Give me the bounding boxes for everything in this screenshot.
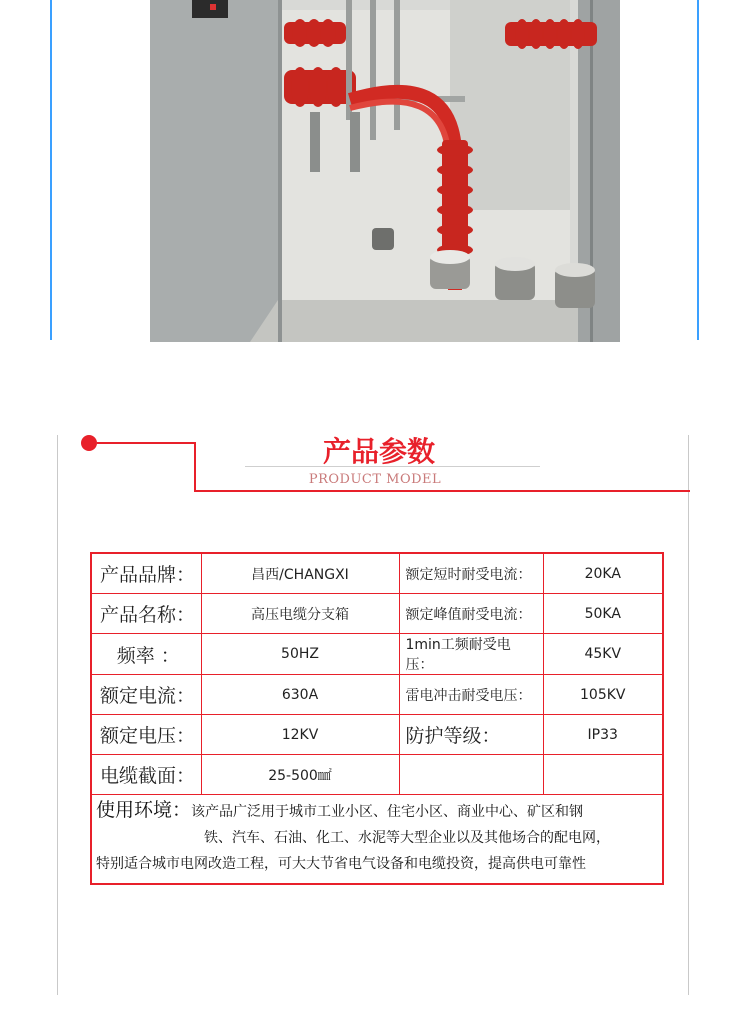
- section-left-border: [57, 435, 58, 995]
- spec-key: 额定电流：: [91, 675, 201, 715]
- spec-key: 产品品牌：: [91, 553, 201, 594]
- spec-key: [399, 755, 543, 795]
- table-row: [91, 634, 663, 675]
- spec-key: 额定电压：: [91, 715, 201, 755]
- section-title: 产品参数: [322, 435, 435, 468]
- spec-key: 产品名称：: [91, 594, 201, 634]
- spec-value: 12KV: [201, 715, 399, 755]
- spec-value: 50HZ: [201, 634, 399, 675]
- product-photo: [150, 0, 620, 342]
- spec-key: 额定短时耐受电流：: [399, 553, 543, 594]
- spec-value: 昌西/CHANGXI: [201, 553, 399, 594]
- spec-key: 电缆截面：: [91, 755, 201, 795]
- spec-key: 额定峰值耐受电流：: [399, 594, 543, 634]
- spec-value: 105KV: [543, 675, 663, 715]
- table-row: [91, 675, 663, 715]
- product-photo-frame: [0, 0, 750, 345]
- spec-key: 雷电冲击耐受电压：: [399, 675, 543, 715]
- spec-value: 45KV: [543, 634, 663, 675]
- usage-text-line-2: 铁、汽车、石油、化工、水泥等大型企业以及其他场合的配电网，: [204, 830, 610, 846]
- section-right-border: [688, 435, 689, 995]
- photo-frame-left-edge: [50, 0, 52, 340]
- spec-value: 高压电缆分支箱: [201, 594, 399, 634]
- table-row: [91, 594, 663, 634]
- usage-row: [91, 795, 663, 885]
- spec-value: 50KA: [543, 594, 663, 634]
- usage-key: 使用环境：: [96, 799, 192, 821]
- spec-value: [543, 755, 663, 795]
- cabinet-interior-illustration: [150, 0, 620, 342]
- usage-description: [92, 795, 662, 883]
- spec-value: 20KA: [543, 553, 663, 594]
- spec-key: 1min工频耐受电压：: [399, 634, 543, 675]
- table-row: [91, 755, 663, 795]
- section-subtitle: PRODUCT MODEL: [308, 472, 442, 487]
- usage-cell: [91, 795, 663, 885]
- usage-text-line-3: 特别适合城市电网改造工程，可大大节省电气设备和电缆投资，提高供电可靠性: [96, 856, 586, 872]
- usage-text-line-1: 该产品广泛用于城市工业小区、住宅小区、商业中心、矿区和钢: [191, 804, 584, 820]
- photo-frame-right-edge: [697, 0, 699, 340]
- title-accent-line-bottom: [194, 490, 690, 492]
- spec-key: 频率 ：: [91, 634, 201, 675]
- spec-value: 630A: [201, 675, 399, 715]
- table-row: [91, 715, 663, 755]
- spec-key: 防护等级：: [399, 715, 543, 755]
- spec-table: [90, 552, 664, 885]
- table-row: [91, 553, 663, 594]
- spec-value: IP33: [543, 715, 663, 755]
- spec-value: 25-500㎟: [201, 755, 399, 795]
